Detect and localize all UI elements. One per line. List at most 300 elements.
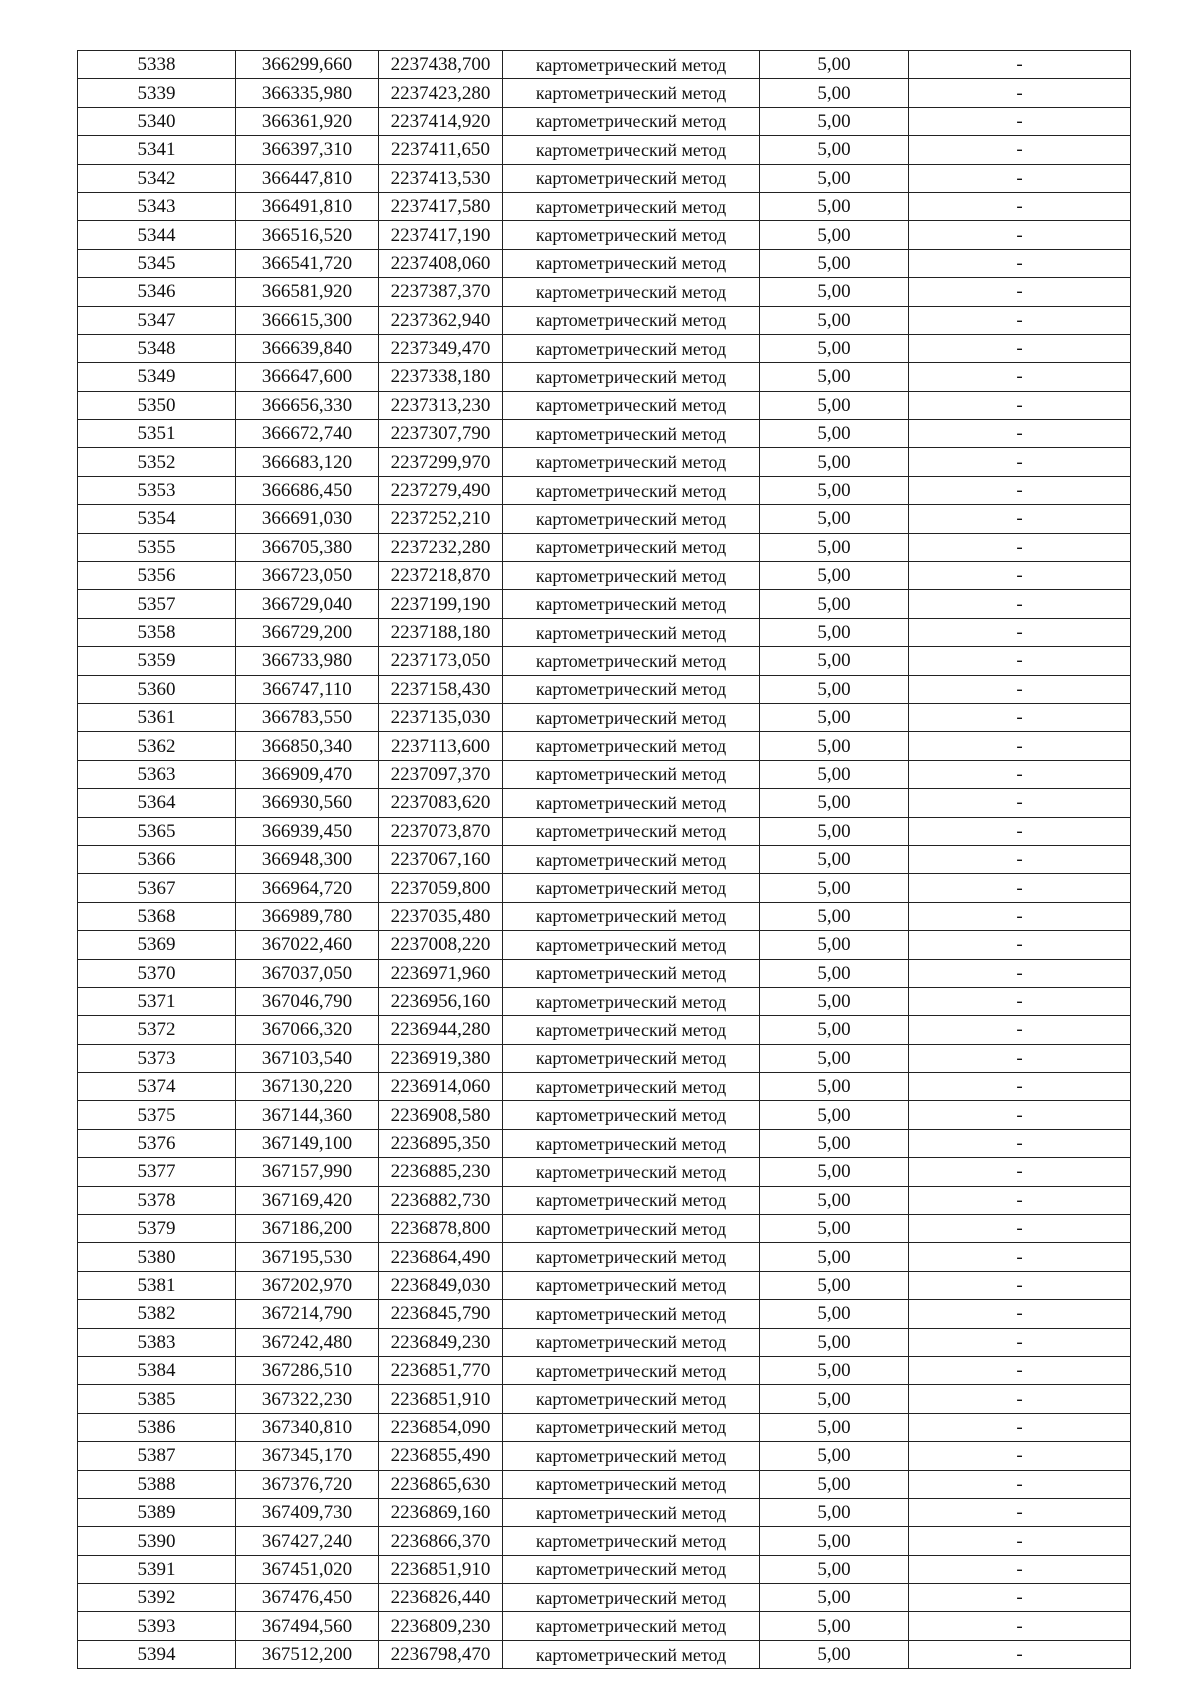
note-cell: -: [909, 1016, 1131, 1044]
point-number-cell: 5347: [78, 306, 236, 334]
method-cell: картометрический метод: [503, 1442, 760, 1470]
note-cell: -: [909, 79, 1131, 107]
accuracy-cell: 5,00: [760, 79, 909, 107]
method-cell: картометрический метод: [503, 476, 760, 504]
table-row: [78, 1271, 1131, 1299]
point-number-cell: 5350: [78, 391, 236, 419]
note-cell: -: [909, 448, 1131, 476]
y-coordinate-cell: 2237158,430: [379, 675, 503, 703]
table-row: [78, 845, 1131, 873]
y-coordinate-cell: 2236869,160: [379, 1498, 503, 1526]
y-coordinate-cell: 2236851,770: [379, 1356, 503, 1384]
note-cell: -: [909, 1527, 1131, 1555]
method-cell: картометрический метод: [503, 1243, 760, 1271]
point-number-cell: 5359: [78, 647, 236, 675]
method-cell: картометрический метод: [503, 278, 760, 306]
table-row: [78, 1385, 1131, 1413]
accuracy-cell: 5,00: [760, 1158, 909, 1186]
x-coordinate-cell: 367046,790: [236, 987, 379, 1015]
note-cell: -: [909, 476, 1131, 504]
y-coordinate-cell: 2237279,490: [379, 476, 503, 504]
point-number-cell: 5370: [78, 959, 236, 987]
note-cell: -: [909, 1101, 1131, 1129]
y-coordinate-cell: 2237338,180: [379, 363, 503, 391]
x-coordinate-cell: 366948,300: [236, 845, 379, 873]
x-coordinate-cell: 366729,040: [236, 590, 379, 618]
note-cell: -: [909, 1584, 1131, 1612]
y-coordinate-cell: 2236971,960: [379, 959, 503, 987]
point-number-cell: 5364: [78, 789, 236, 817]
method-cell: картометрический метод: [503, 192, 760, 220]
table-row: [78, 1186, 1131, 1214]
accuracy-cell: 5,00: [760, 1186, 909, 1214]
table-row: [78, 902, 1131, 930]
method-cell: картометрический метод: [503, 1016, 760, 1044]
method-cell: картометрический метод: [503, 1186, 760, 1214]
y-coordinate-cell: 2237362,940: [379, 306, 503, 334]
accuracy-cell: 5,00: [760, 1215, 909, 1243]
table-row: [78, 306, 1131, 334]
method-cell: картометрический метод: [503, 1584, 760, 1612]
x-coordinate-cell: 366723,050: [236, 562, 379, 590]
accuracy-cell: 5,00: [760, 1413, 909, 1441]
method-cell: картометрический метод: [503, 249, 760, 277]
y-coordinate-cell: 2236878,800: [379, 1215, 503, 1243]
table-row: [78, 1470, 1131, 1498]
accuracy-cell: 5,00: [760, 590, 909, 618]
point-number-cell: 5371: [78, 987, 236, 1015]
accuracy-cell: 5,00: [760, 334, 909, 362]
method-cell: картометрический метод: [503, 1215, 760, 1243]
note-cell: -: [909, 334, 1131, 362]
x-coordinate-cell: 366447,810: [236, 164, 379, 192]
note-cell: -: [909, 760, 1131, 788]
table-row: [78, 1442, 1131, 1470]
table-row: [78, 79, 1131, 107]
point-number-cell: 5377: [78, 1158, 236, 1186]
accuracy-cell: 5,00: [760, 306, 909, 334]
note-cell: -: [909, 249, 1131, 277]
table-row: [78, 1584, 1131, 1612]
table-row: [78, 192, 1131, 220]
table-row: [78, 391, 1131, 419]
note-cell: -: [909, 1640, 1131, 1668]
note-cell: -: [909, 221, 1131, 249]
table-row: [78, 647, 1131, 675]
note-cell: -: [909, 192, 1131, 220]
accuracy-cell: 5,00: [760, 107, 909, 135]
note-cell: -: [909, 505, 1131, 533]
y-coordinate-cell: 2236885,230: [379, 1158, 503, 1186]
y-coordinate-cell: 2236919,380: [379, 1044, 503, 1072]
accuracy-cell: 5,00: [760, 1356, 909, 1384]
table-row: [78, 789, 1131, 817]
accuracy-cell: 5,00: [760, 647, 909, 675]
method-cell: картометрический метод: [503, 987, 760, 1015]
x-coordinate-cell: 366397,310: [236, 136, 379, 164]
table-row: [78, 732, 1131, 760]
y-coordinate-cell: 2237035,480: [379, 902, 503, 930]
table-row: [78, 448, 1131, 476]
note-cell: -: [909, 136, 1131, 164]
method-cell: картометрический метод: [503, 1413, 760, 1441]
x-coordinate-cell: 366989,780: [236, 902, 379, 930]
x-coordinate-cell: 367476,450: [236, 1584, 379, 1612]
table-row: [78, 107, 1131, 135]
y-coordinate-cell: 2237188,180: [379, 618, 503, 646]
point-number-cell: 5392: [78, 1584, 236, 1612]
x-coordinate-cell: 366639,840: [236, 334, 379, 362]
point-number-cell: 5368: [78, 902, 236, 930]
method-cell: картометрический метод: [503, 590, 760, 618]
point-number-cell: 5338: [78, 51, 236, 79]
x-coordinate-cell: 367103,540: [236, 1044, 379, 1072]
accuracy-cell: 5,00: [760, 703, 909, 731]
note-cell: -: [909, 107, 1131, 135]
table-row: [78, 1527, 1131, 1555]
accuracy-cell: 5,00: [760, 902, 909, 930]
note-cell: -: [909, 562, 1131, 590]
note-cell: -: [909, 845, 1131, 873]
method-cell: картометрический метод: [503, 1498, 760, 1526]
x-coordinate-cell: 366581,920: [236, 278, 379, 306]
y-coordinate-cell: 2237423,280: [379, 79, 503, 107]
table-row: [78, 1356, 1131, 1384]
point-number-cell: 5381: [78, 1271, 236, 1299]
x-coordinate-cell: 367286,510: [236, 1356, 379, 1384]
table-row: [78, 1555, 1131, 1583]
note-cell: -: [909, 618, 1131, 646]
method-cell: картометрический метод: [503, 391, 760, 419]
note-cell: -: [909, 1555, 1131, 1583]
x-coordinate-cell: 366516,520: [236, 221, 379, 249]
table-row: [78, 1073, 1131, 1101]
accuracy-cell: 5,00: [760, 1555, 909, 1583]
x-coordinate-cell: 366850,340: [236, 732, 379, 760]
method-cell: картометрический метод: [503, 533, 760, 561]
point-number-cell: 5349: [78, 363, 236, 391]
point-number-cell: 5346: [78, 278, 236, 306]
x-coordinate-cell: 366909,470: [236, 760, 379, 788]
point-number-cell: 5378: [78, 1186, 236, 1214]
table-row: [78, 590, 1131, 618]
method-cell: картометрический метод: [503, 1300, 760, 1328]
x-coordinate-cell: 366656,330: [236, 391, 379, 419]
point-number-cell: 5388: [78, 1470, 236, 1498]
accuracy-cell: 5,00: [760, 363, 909, 391]
x-coordinate-cell: 366686,450: [236, 476, 379, 504]
accuracy-cell: 5,00: [760, 817, 909, 845]
x-coordinate-cell: 366335,980: [236, 79, 379, 107]
y-coordinate-cell: 2236895,350: [379, 1129, 503, 1157]
accuracy-cell: 5,00: [760, 420, 909, 448]
y-coordinate-cell: 2237083,620: [379, 789, 503, 817]
accuracy-cell: 5,00: [760, 1129, 909, 1157]
x-coordinate-cell: 367169,420: [236, 1186, 379, 1214]
table-row: [78, 874, 1131, 902]
note-cell: -: [909, 278, 1131, 306]
accuracy-cell: 5,00: [760, 874, 909, 902]
accuracy-cell: 5,00: [760, 505, 909, 533]
point-number-cell: 5353: [78, 476, 236, 504]
y-coordinate-cell: 2236854,090: [379, 1413, 503, 1441]
x-coordinate-cell: 367345,170: [236, 1442, 379, 1470]
table-row: [78, 618, 1131, 646]
note-cell: -: [909, 164, 1131, 192]
y-coordinate-cell: 2237232,280: [379, 533, 503, 561]
method-cell: картометрический метод: [503, 1356, 760, 1384]
point-number-cell: 5366: [78, 845, 236, 873]
y-coordinate-cell: 2236864,490: [379, 1243, 503, 1271]
accuracy-cell: 5,00: [760, 1470, 909, 1498]
x-coordinate-cell: 367066,320: [236, 1016, 379, 1044]
method-cell: картометрический метод: [503, 817, 760, 845]
accuracy-cell: 5,00: [760, 1016, 909, 1044]
x-coordinate-cell: 367037,050: [236, 959, 379, 987]
accuracy-cell: 5,00: [760, 675, 909, 703]
point-number-cell: 5355: [78, 533, 236, 561]
table-row: [78, 1158, 1131, 1186]
method-cell: картометрический метод: [503, 1044, 760, 1072]
method-cell: картометрический метод: [503, 107, 760, 135]
note-cell: -: [909, 1385, 1131, 1413]
table-row: [78, 1328, 1131, 1356]
method-cell: картометрический метод: [503, 420, 760, 448]
method-cell: картометрический метод: [503, 562, 760, 590]
coordinates-table: [77, 50, 1131, 1669]
y-coordinate-cell: 2236845,790: [379, 1300, 503, 1328]
note-cell: -: [909, 1158, 1131, 1186]
point-number-cell: 5351: [78, 420, 236, 448]
x-coordinate-cell: 366299,660: [236, 51, 379, 79]
x-coordinate-cell: 367144,360: [236, 1101, 379, 1129]
table-row: [78, 1243, 1131, 1271]
y-coordinate-cell: 2237349,470: [379, 334, 503, 362]
x-coordinate-cell: 366783,550: [236, 703, 379, 731]
point-number-cell: 5361: [78, 703, 236, 731]
table-row: [78, 278, 1131, 306]
x-coordinate-cell: 367214,790: [236, 1300, 379, 1328]
y-coordinate-cell: 2237008,220: [379, 931, 503, 959]
y-coordinate-cell: 2237067,160: [379, 845, 503, 873]
note-cell: -: [909, 732, 1131, 760]
point-number-cell: 5372: [78, 1016, 236, 1044]
y-coordinate-cell: 2236798,470: [379, 1640, 503, 1668]
x-coordinate-cell: 366615,300: [236, 306, 379, 334]
method-cell: картометрический метод: [503, 79, 760, 107]
point-number-cell: 5376: [78, 1129, 236, 1157]
accuracy-cell: 5,00: [760, 391, 909, 419]
y-coordinate-cell: 2236826,440: [379, 1584, 503, 1612]
note-cell: -: [909, 391, 1131, 419]
note-cell: -: [909, 1612, 1131, 1640]
table-row: [78, 959, 1131, 987]
x-coordinate-cell: 366672,740: [236, 420, 379, 448]
table-row: [78, 703, 1131, 731]
y-coordinate-cell: 2236908,580: [379, 1101, 503, 1129]
y-coordinate-cell: 2236865,630: [379, 1470, 503, 1498]
method-cell: картометрический метод: [503, 675, 760, 703]
table-row: [78, 1101, 1131, 1129]
table-row: [78, 136, 1131, 164]
method-cell: картометрический метод: [503, 505, 760, 533]
accuracy-cell: 5,00: [760, 476, 909, 504]
x-coordinate-cell: 366939,450: [236, 817, 379, 845]
y-coordinate-cell: 2236851,910: [379, 1385, 503, 1413]
accuracy-cell: 5,00: [760, 1527, 909, 1555]
table-row: [78, 931, 1131, 959]
accuracy-cell: 5,00: [760, 1612, 909, 1640]
point-number-cell: 5390: [78, 1527, 236, 1555]
note-cell: -: [909, 306, 1131, 334]
table-row: [78, 1612, 1131, 1640]
method-cell: картометрический метод: [503, 931, 760, 959]
method-cell: картометрический метод: [503, 306, 760, 334]
method-cell: картометрический метод: [503, 1555, 760, 1583]
accuracy-cell: 5,00: [760, 51, 909, 79]
method-cell: картометрический метод: [503, 448, 760, 476]
method-cell: картометрический метод: [503, 334, 760, 362]
y-coordinate-cell: 2237135,030: [379, 703, 503, 731]
accuracy-cell: 5,00: [760, 845, 909, 873]
x-coordinate-cell: 367409,730: [236, 1498, 379, 1526]
point-number-cell: 5382: [78, 1300, 236, 1328]
accuracy-cell: 5,00: [760, 760, 909, 788]
point-number-cell: 5340: [78, 107, 236, 135]
y-coordinate-cell: 2237417,580: [379, 192, 503, 220]
y-coordinate-cell: 2237438,700: [379, 51, 503, 79]
method-cell: картометрический метод: [503, 732, 760, 760]
y-coordinate-cell: 2236849,030: [379, 1271, 503, 1299]
table-row: [78, 1215, 1131, 1243]
y-coordinate-cell: 2237414,920: [379, 107, 503, 135]
note-cell: -: [909, 1271, 1131, 1299]
point-number-cell: 5385: [78, 1385, 236, 1413]
method-cell: картометрический метод: [503, 164, 760, 192]
point-number-cell: 5373: [78, 1044, 236, 1072]
x-coordinate-cell: 367512,200: [236, 1640, 379, 1668]
point-number-cell: 5383: [78, 1328, 236, 1356]
method-cell: картометрический метод: [503, 1470, 760, 1498]
note-cell: -: [909, 1186, 1131, 1214]
x-coordinate-cell: 366683,120: [236, 448, 379, 476]
accuracy-cell: 5,00: [760, 1101, 909, 1129]
note-cell: -: [909, 533, 1131, 561]
table-row: [78, 1129, 1131, 1157]
note-cell: -: [909, 1044, 1131, 1072]
accuracy-cell: 5,00: [760, 1385, 909, 1413]
x-coordinate-cell: 366729,200: [236, 618, 379, 646]
y-coordinate-cell: 2237073,870: [379, 817, 503, 845]
method-cell: картометрический метод: [503, 1527, 760, 1555]
table-row: [78, 817, 1131, 845]
method-cell: картометрический метод: [503, 874, 760, 902]
method-cell: картометрический метод: [503, 363, 760, 391]
x-coordinate-cell: 366930,560: [236, 789, 379, 817]
y-coordinate-cell: 2237097,370: [379, 760, 503, 788]
note-cell: -: [909, 902, 1131, 930]
y-coordinate-cell: 2237413,530: [379, 164, 503, 192]
method-cell: картометрический метод: [503, 1158, 760, 1186]
accuracy-cell: 5,00: [760, 221, 909, 249]
table-row: [78, 476, 1131, 504]
y-coordinate-cell: 2237307,790: [379, 420, 503, 448]
accuracy-cell: 5,00: [760, 249, 909, 277]
accuracy-cell: 5,00: [760, 1584, 909, 1612]
method-cell: картометрический метод: [503, 1640, 760, 1668]
point-number-cell: 5393: [78, 1612, 236, 1640]
y-coordinate-cell: 2237173,050: [379, 647, 503, 675]
y-coordinate-cell: 2237387,370: [379, 278, 503, 306]
accuracy-cell: 5,00: [760, 136, 909, 164]
table-row: [78, 505, 1131, 533]
point-number-cell: 5339: [78, 79, 236, 107]
method-cell: картометрический метод: [503, 136, 760, 164]
point-number-cell: 5365: [78, 817, 236, 845]
point-number-cell: 5360: [78, 675, 236, 703]
y-coordinate-cell: 2237199,190: [379, 590, 503, 618]
x-coordinate-cell: 366964,720: [236, 874, 379, 902]
note-cell: -: [909, 647, 1131, 675]
method-cell: картометрический метод: [503, 789, 760, 817]
accuracy-cell: 5,00: [760, 931, 909, 959]
accuracy-cell: 5,00: [760, 1271, 909, 1299]
note-cell: -: [909, 1300, 1131, 1328]
table-row: [78, 1300, 1131, 1328]
accuracy-cell: 5,00: [760, 1328, 909, 1356]
table-row: [78, 363, 1131, 391]
point-number-cell: 5394: [78, 1640, 236, 1668]
point-number-cell: 5341: [78, 136, 236, 164]
y-coordinate-cell: 2237417,190: [379, 221, 503, 249]
point-number-cell: 5357: [78, 590, 236, 618]
accuracy-cell: 5,00: [760, 1073, 909, 1101]
accuracy-cell: 5,00: [760, 278, 909, 306]
point-number-cell: 5363: [78, 760, 236, 788]
x-coordinate-cell: 367340,810: [236, 1413, 379, 1441]
accuracy-cell: 5,00: [760, 1044, 909, 1072]
x-coordinate-cell: 367202,970: [236, 1271, 379, 1299]
y-coordinate-cell: 2236944,280: [379, 1016, 503, 1044]
point-number-cell: 5354: [78, 505, 236, 533]
method-cell: картометрический метод: [503, 902, 760, 930]
note-cell: -: [909, 675, 1131, 703]
point-number-cell: 5391: [78, 1555, 236, 1583]
x-coordinate-cell: 367195,530: [236, 1243, 379, 1271]
point-number-cell: 5379: [78, 1215, 236, 1243]
y-coordinate-cell: 2237313,230: [379, 391, 503, 419]
y-coordinate-cell: 2237218,870: [379, 562, 503, 590]
accuracy-cell: 5,00: [760, 789, 909, 817]
accuracy-cell: 5,00: [760, 533, 909, 561]
table-row: [78, 51, 1131, 79]
note-cell: -: [909, 1328, 1131, 1356]
point-number-cell: 5356: [78, 562, 236, 590]
accuracy-cell: 5,00: [760, 1300, 909, 1328]
y-coordinate-cell: 2236809,230: [379, 1612, 503, 1640]
method-cell: картометрический метод: [503, 647, 760, 675]
y-coordinate-cell: 2237113,600: [379, 732, 503, 760]
x-coordinate-cell: 367149,100: [236, 1129, 379, 1157]
note-cell: -: [909, 1498, 1131, 1526]
x-coordinate-cell: 367022,460: [236, 931, 379, 959]
x-coordinate-cell: 367451,020: [236, 1555, 379, 1583]
note-cell: -: [909, 959, 1131, 987]
x-coordinate-cell: 366691,030: [236, 505, 379, 533]
y-coordinate-cell: 2236851,910: [379, 1555, 503, 1583]
x-coordinate-cell: 366747,110: [236, 675, 379, 703]
note-cell: -: [909, 1215, 1131, 1243]
